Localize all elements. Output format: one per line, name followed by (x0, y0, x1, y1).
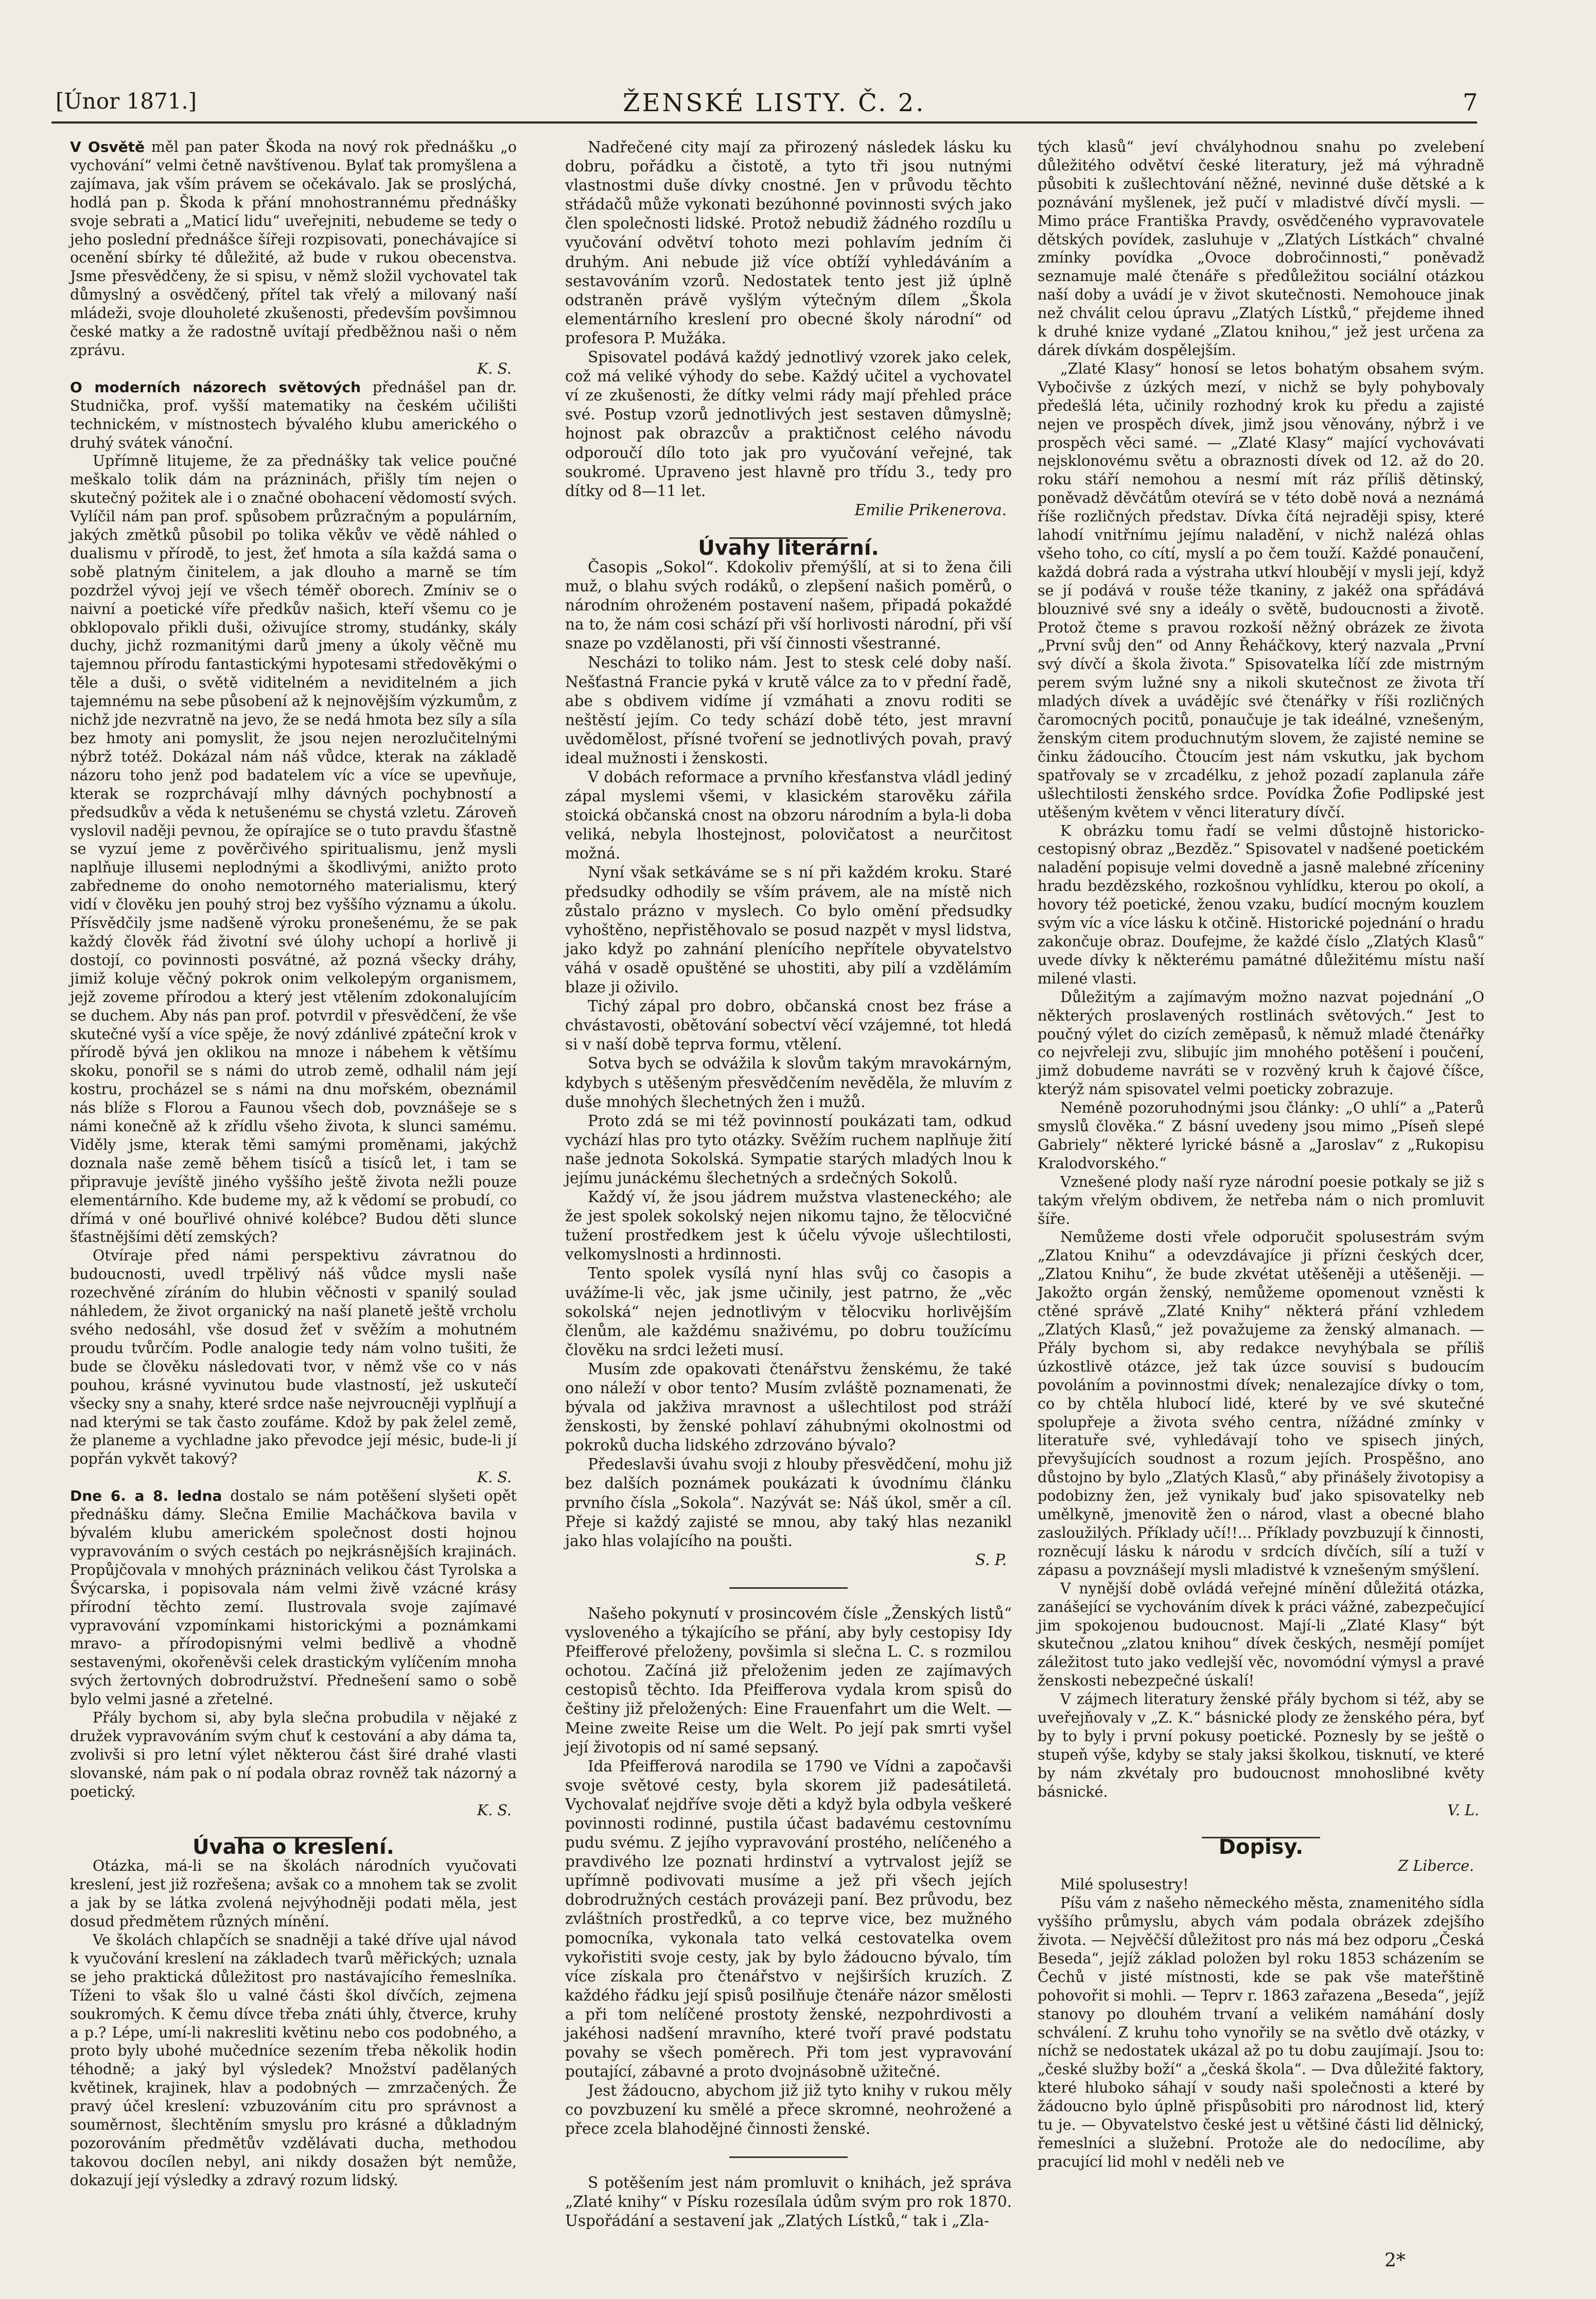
article-lead: Dne 6. a 8. ledna (70, 1487, 222, 1505)
paragraph: V zájmech literatury ženské přály bychom si též, aby se uveřejňovaly v „Z. K.“ básnické plody ze ženského péra, byť by to byly i první pokusy poetické. Poznesly by se ještě o stupeň výše, kdyby se staly jaksi školkou, tisknutí, ve které by nám zkvétaly pro budoucnost mnohoslibné květy básnické. (1038, 1691, 1484, 1800)
section-divider (729, 1587, 848, 1589)
paragraph: Otvíraje před námi perspektivu závratnou do budoucnosti, uvedl trpělivý náš vůdce mysli naše rozechvěné zíráním do hlubin věčnosti v spanilý soulad náhledem, že život organický na naší planetě ještě vrcholu svého nedosáhl, vše dosud žeť v svěžím a mohutném proudu tvůrčím. Podle analogie tedy nám volno tušiti, že bude se člověku následovati tvor, v němž vše co v nás pouhou, krásné vyvinutou bude vlastností, jež uskutečí všecky sny a snahy, které srdce naše nejvroucněji vyplňují a nad kterými se tak často zoufáme. Kdož by pak želel země, že planeme a vychladne jako převodce její mésic, bude-li jí popřán vykvět takový? (70, 1247, 517, 1468)
paragraph: Nescházi to toliko nám. Jest to stesk celé doby naší. Nešťastná Francie pyká v krutě válce za to v přední řadě, abe s obdivem vidíme jí vzmáhati a znovu roditi se neštěstí jejím. Co tedy schází době této, jest mravní uvědomělost, přísné tvoření se jednotlivých povah, pravý ideal mužnosti i ženskosti. (565, 654, 1012, 767)
column-2 (565, 138, 1012, 2231)
page-number: 7 (1463, 89, 1478, 116)
article-lead: V Osvětě (70, 138, 145, 155)
paragraph: Důležitým a zajímavým možno nazvat pojednání „O některých proslavených rostlinách světových.“ Jest to poučný výlet do cizích zeměpasů, k němuž mladé čtenářky co nejvřeleji zvu, slibujíc jim mnohého potěšení i poučení, jimž dobudeme navráti se v rozvěný kruh k čajové číšce, kterýž nám spisovatel velmi poeticky zobrazuje. (1038, 988, 1484, 1098)
paragraph: V nynější době ovládá veřejné mínění důležitá otázka, zanášející se vychováním dívek k práci vážné, zabezpečující jim spokojenou budoucnost. Mají-li „Zlaté Klasy“ být skutečnou „zlatou knihou“ dívek českých, nesmějí pomíjet záležitost tuto jako vedlejší věc, novomódní výmysl a pravé ženskosti nebezpečné úskalí! (1038, 1580, 1484, 1690)
paragraph: Předeslavši úvahu svoji z hlouby přesvědčení, mohu již bez dalších poznámek poukázati k úvodnímu článku prvního čísla „Sokola“. Nazývát se: Náš úkol, směr a cíl. Přeje si každý zajisté se mnou, aby taký hlas nezanikl jako hlas volajícího na poušti. (565, 1455, 1012, 1550)
paragraph: Ida Pfeifferová narodila se 1790 ve Vídni a započavši svoje světové cesty, byla skorem již padesátiletá. Vychovalať nejdříve svoje děti a když byla odbyla veškeré povinnosti rodinné, pustila účast badavému cestovnímu pudu svému. Z jejího vypravování prostého, nelíčeného a pravdivého lze poznati hrdinství a vytrvalost jejíž se upřímně podivovati musíme a jež při všech jejích dobrodružných cestách provázeji paní. Bez průvodu, bez zvláštních prostředků, a co teprve vice, bez mužného pomocníka, vykonala tato velká cestovatelka ovem vykořistiti svoje cesty, jak by bylo žádoucno bývalo, tím více získala pro čtenářstvo v nejširších kruzích. Z každého řádku její spisů posilňuje čtenáře názor smělosti a při tom nelíčené prostoty ženské, nezpohrdivosti a jakéhosi nadšení mravního, které tvoří pravé podstatu povahy se všech poměrech. Při tom jest vypravování poutající, zábavné a proto dvojnásobně užitečné. (565, 1757, 1012, 2081)
article-text: měl pan pater Škoda na nový rok přednášku „o vychování“ velmi četně navštívenou. Bylať tak promyšlena a zajímava, jak vším právem se očekávalo. Jak se proslýchá, hodlá pan p. Škoda k přání mnohostrannému přednášky svoje sebrati a „Maticí lidu“ uveřejniti, nebudeme se tedy o jeho poslední přednášce šířeji rozpisovati, ponechávajíce si ocenění sbírky té důležité, až bude v rukou obecenstva. Jsme přesvědčeny, že si spisu, v němž složil vychovatel tak důmyslný a osvědčený, přítel tak vřelý a milovaný naší mládeži, svoje dlouholeté zkušenosti, především povšimnou české matky a že radostně uvítají předběžnou naši o něm zprávu. (70, 138, 517, 359)
paragraph: K obrázku tomu řadí se velmi důstojně historicko-cestopisný obraz „Bezděz.“ Spisovatel v nadšené poetickém naladění popisuje velmi dovedně a jasně malebné zříceniny hradu bezdězského, rozkošnou vyhlídku, kterou po okolí, a hovory též poetické, ženou vzaku, budící mocným kouzlem svým víc a více lásku k otčině. Historické pojednání o hradu zakončuje obraz. Doufejme, že každé číslo „Zlatých Klasů“ uvede dívky k některému památné důležitému místu naší milené vlasti. (1038, 822, 1484, 987)
paragraph: S potěšením jest nám promluvit o knihách, jež správa „Zlaté knihy“ v Písku rozesílala údům svým pro rok 1870. Uspořádání a sestavení jak „Zlatých Lístků,“ tak i „Zla- (565, 2173, 1012, 2230)
paragraph: V dobách reformace a prvního křesťanstva vládl jediný zápal myslemi všemi, v klasickém starověku zářila stoická občanská cnost na obzoru národním a byla-li doba veliká, nebyla lhostejnost, polovičatost a neurčitost možná. (565, 768, 1012, 863)
paragraph: tých klasů“ jeví chvályhodnou snahu po zvelebení důležitého odvětví české literatury, jež má výhradně působiti k zušlechtování něžné, nevinné duše dětské a k poznávání myšlenek, jež pučí v mladistvé dívčí mysli. — Mimo práce Františka Pravdy, osvědčeného vypravovatele dětských povídek, zasluhuje v „Zlatých Lístkách“ chvalné zmínky povídka „Ovoce dobročinnosti,“ poněvadž seznamuje malé čtenáře s předůležitou sociální otázkou naší doby a uvádí je v život skutečnosti. Nemohouce jinak než chválit celou úpravu „Zlatých Lístků,“ přejdeme ihned k druhé knize vydané „Zlatou knihou,“ jež jest určena za dárek dívkám dospělejším. (1038, 138, 1484, 359)
paragraph: Nyní však setkáváme se s ní při každém kroku. Staré předsudky odhodily se vším právem, ale na místě nich zůstalo prázno v myslech. Co bylo omění předsudky vyhoštěno, nepřistěhovalo se posud nazpět v mysl lidstva, jako když po zahnání plenícího nepřítele obyvatelstvo váhá v osadě opuštěné se uhostiti, aby pilí a vzdělámím blaze ji oživilo. (565, 864, 1012, 996)
article-signature: S. P. (975, 1551, 1007, 1569)
letter-salutation: Milé spolusestry! (1060, 1876, 1189, 1893)
paragraph: Tento spolek vysílá nyní hlas svůj co časopis a uvážíme-li věc, jak jsme učinily, jest patrno, že „věc sokolská“ nejen jednotlivým v tělocviku horlivějším členům, ale každému snaživému, po dobru toužícímu člověku na srdci ležeti musí. (565, 1265, 1012, 1359)
paragraph: Píšu vám z našeho německého města, znamenitého sídla vyššího průmyslu, abych vám podala obrázek zdejšího života. — Nejvěčší důležitost pro nás má bez odporu „Česká Beseda“, jejíž základ položen byl roku 1853 scházením se Čechů v jisté místnosti, kde se pak vše mateřštině pohovořit si mohli. — Teprv r. 1863 zařazena „Beseda“, jejíž stanovy po dlouhém trvaní a velikém namáhání dosly schválení. Z kruhu toho vynořily se na světlo dvě otázky, v níchž se nedostatek ukázal až po tu dobu zaujímají. Jsou to: „české služby boží“ a „česká škola“. — Dva důležité faktory, které hluboko sáhají v soudy naši společnosti a které by žádoucno bylo úplně přispůsobiti pro národnost lid, který tu je. — Obyvatelstvo české jest u většiné části lid dělnický, řemeslníci a služební. Protože ale do nedocílime, aby pracující lid mohl v neděli neb ve (1038, 1894, 1484, 2170)
article-lead: O moderních názorech světových (70, 378, 361, 396)
paragraph: Musím zde opakovati čtenářstvu ženskému, že také ono náleží v obor tento? Musím zvláště poznamenati, že bývala od jakživa mravnost a ušlechtilost pod stráží ženskosti, by ženské pohlaví záhubnými okolnostmi od pokroků ducha lidského zdrzováno bývalo? (565, 1360, 1012, 1454)
paragraph: Jest žádoucno, abychom již již tyto knihy v rukou měly co povzbuzení ku smělé a přece skromné, neohrožené a přece zcela blahodějné činnosti ženské. (565, 2082, 1012, 2138)
article-nazory (70, 378, 517, 452)
header-rule (51, 121, 1477, 124)
paragraph: Upřímně litujeme, že za přednášky tak velice poučné meškalo tolik dám na prázninách, přišly tím nejen o skutečný požitek ale i o značné obohacení vědomostí svých. Vylíčil nám pan prof. spůsobem průzračným a populárním, jakých změtků působil po tolika věkův ve vědě náhled o dualismu v přírodě, to jest, žeť hmota a síla každá sama o sobě platným činitelem, a jak dlouho a marně se tím pozdržel vývoj její ve všech téměř oborech. Zmíniv se o naivní a poetické víře předkův našich, kteří všemu co je obklopovalo přikli duši, oživujíce stromy, studánky, skály duchy, jichž rozmanitými darů jmeny a úkoly věčně mu tajemnou přírodu fantastickými hypotesami středověkými o těle a duši, o světě viditelném a neviditelném a jich tajemnému na sebe působení až k nejnovějším výzkumům, z nichž jde nezvratně na jevo, že se nedá hmota bez síly a síla bez hmoty ani pomyslit, že jsou nejen nerozlučitelnými nýbrž totéž. Dokázal nám náš vůdce, kterak na základě názoru toho jenž pod badatelem víc a více se upevňuje, kterak se rozprchávají mlhy dávných pochybností a předsudkův a věda k netušenému se chystá vzletu. Zároveň vyslovil naději pevnou, že opírajíce se o tuto pravdu šťastně se vyzuí jeme z pověrčivého spiritualismu, jenž mysli naplňuje illusemi neplodnými a škodlivými, anižto proto zabředneme do onoho nemotorného materialismu, který vidí v člověku jen pouhý stroj bez vyššího významu a úkolu. Přísvědčily jsme nadšeně výroku pronešenému, že se pak každý člověk řád životní své úlohy uchopí a horlivě ji dostojí, co povinnosti posvátné, až pozná všecky dráhy, jimiž koluje věčný pokrok onim velkolepým organismem, jejž zoveme přírodou a který jest vtělením zdokonalujícím se duchem. Aby nás pan prof. potvrdil v přesvědčení, že vše skutečné vyší a více spěje, že nový zdánlivé zpáteční krok v přírodě bývá jen oklikou na mnoze i nábehem k většímu skoku, ponořil se s námi do utrob země, odhalil nám její kostru, procházel se s námi na dnu mořském, obeznámil nás blíže s Florou a Faunou všech dob, povznášeje se s námi konečně až k zřídlu všeho života, k slunci samému. Viděly jsme, kterak těmi samými proměnami, jakýchž doznala naše země během tisíců a tisíců let, i tam se připravuje jevíště jiného vyššího ještě života nežli pouze elementárního. Kde budeme my, až k vědomí se probudí, co dřímá v oné bouřlivé ohnivé kolébce? Budou děti slunce šťastnějšími dětí zemských? (70, 452, 517, 1246)
section-title: Úvaha o kreslení. (192, 1835, 394, 1859)
sheet-signature: 2* (1384, 2250, 1406, 2271)
article-osvete (70, 138, 517, 360)
article-signature: Emilie Prikenerova. (854, 501, 1007, 519)
paragraph: Vznešené plody naší ryze národní poesie potkaly se již s takým vřelým obdivem, že netřeba nám o nich promluvit šíře. (1038, 1173, 1484, 1227)
paragraph: „Zlaté Klasy“ honosí se letos bohatým obsahem svým. Vybočivše z úzkých mezí, v nichž se byly pohybovaly předešlá léta, učinily rozhodný krok ku předu a zajisté nejen ve prospěch dívek, jimž jsou věnovány, nýbrž i ve prospěch věci samé. — „Zlaté Klasy“ mající vychovávati nejsklonovému světu a obraznosti dívek od 12. až do 20. roku stáří nemohou a nesmí mít ráz příliš dětinský, poněvadž děvčátům otevírá se v této době nová a neznámá říše rozličných představ. Dívka čítá nejraději spisy, které lahodí vnitřnímu jejímu naladění, v nichž nalézá ohlas všeho toho, co cítí, myslí a po čem touží. Každé ponaučení, každá dobrá rada a výstraha utkví hloubějí v mysli její, když se jí podává v rouše téže tkaniny, z jakéž ona spřádává blouznivé své sny a ideály o světě, budoucnosti a životě. Protož čteme s pravou rozkoší něžný obrázek ze života „První svůj den“ od Anny Řeháčkovy, který nazvala „První svý dívčí a škola života.“ Spisovatelka líčí zde mistrným perem svým lužné sny a nikoli skutečnost ze života tří mladých dívek a uvádějíc své čtenářky v říši rozličných čaromocných pocitů, ponaučuje je tak ideálné, vznešeným, ženským citem produchnutým slovem, že zajisté nemine se činku žádoucího. Čtoucím jest nám vskutku, jak bychom spatřovaly se v zrcadélku, z jehož pozadí zaplanula záře ušlechtilosti ženského srdce. Povídka Žofie Podlipské jest utěšeným květem v věnci literatury dívčí. (1038, 360, 1484, 821)
paragraph: Časopis „Sokol“. Kdokoliv přemýšlí, at si to žena čili muž, o blahu svých rodáků, o zlepšení našich poměrů, o národním ohroženém postavení našem, připadá pokaždé na to, že nám cosi schází při vší horlivosti národní, při vší snaze po vzdělanosti, při vší činnosti všestranné. (565, 558, 1012, 653)
paragraph: Neméně pozoruhodnými jsou články: „O uhlí“ a „Paterů smyslů člověka.“ Z básní uvedeny jsou mimo „Píseň slepé Gabriely“ některé lyrické básně a „Jaroslav“ z „Rukopisu Kralodvorského.“ (1038, 1099, 1484, 1172)
paragraph: Tichý zápal pro dobro, občanská cnost bez fráse a chvástavosti, obětování sobectví věcí vzájemné, tot hledá si v naší době teprva formu, vtělení. (565, 997, 1012, 1054)
paragraph: Nemůžeme dosti vřele odporučit spolusestrám svým „Zlatou Knihu“ a odevzdávajíce ji přízni českých dcer, „Zlatou Knihu“, že bude zkvétat utěšeněji a utěšeněji. — Jakožto orgán ženský, nemůžeme opomenout vzněsti k ctěné správě „Zlaté Knihy“ některá přání vzhledem „Zlatých Klasů,“ jež považujeme za ženský almanach. — Přály bychom si, aby redakce nevyhýbala se příliš úzkostlivě otázce, jež tak úzce souvisí s budoucím povoláním a povinnostmi dívek; nenalezajíce dívky o tom, co by chtěla hlubocí lidé, které by ve své skutečné spolupřeje a života svého centra, nížádné zmínky v literatuře své, vyhledávají toho ve spisech jiných, převyšujících soudnost a rozum jejích. Prospěšno, ano důstojno by bylo „Zlatých Klasů,“ aby přinášely životopisy a podobizny žen, jež vynikaly buď jako spisovatelky neb umělkyně, jmenovitě žen o národ, vlast a obecné blaho zasloužilých. Příklady učí!!... Příklady povzbuzují k činnosti, rozněcují lásku k národu v srdcích dívčích, sílí a tuží v zápasu a povznášejí mysli mladistvé k vznešeným smýšlení. (1038, 1229, 1484, 1578)
paragraph: Sotva bych se odvážila k slovům takým mravokárným, kdybych s utěšeným přesvědčením nevěděla, že mluvím z duše mnohých šlechetných žen i mužů. (565, 1055, 1012, 1111)
paragraph: Našeho pokynutí v prosincovém čísle „Ženských listů“ vysloveného a týkajícího se přání, aby byly cestopisy Idy Pfeifferové přeloženy, povšimla si slečna L. C. s rozmilou ochotou. Začíná již přeloženim jeden ze zajímavých cestopisů těchto. Ida Pfeifferova vydala krom spisů do češtiny již přeložených: Eine Frauenfahrt um die Welt. — Meine zweite Reise um die Welt. Po její pak smrti vyšel její životopis od ní samé sepsaný. (565, 1604, 1012, 1756)
paragraph: Spisovatel podává každý jednotlivý vzorek jako celek, což má veliké výhody do sebe. Každý učitel a vychovatel ví ze zkušenosti, že dítky velmi rády mají přehled práce své. Postup vzorů jednotlivých jest sestaven důmyslně; hojnost pak obrazcův a praktičnost celého návodu odporoučí dílo toto jak pro vyučování veřejné, tak soukromé. Upraveno jest hlavně pro třídu 3., tedy pro dítky od 8—11 let. (565, 348, 1012, 500)
article-text: dostalo se nám potěšení slyšeti opět přednášku dámy. Slečna Emilie Macháčkova bavila v bývalém klubu americkém společnost dosti hojnou vypravováním o svých cestách po nejkrásnějších krajinách. Propůjčovala v mnohých prázninách velikou část Tyrolska a Švýcarska, i popisovala nám velmi živě vzácné krásy přírodní těchto zemí. Ilustrovala svoje zajímavé vypravování vzpomínkami historickými a poznámkami mravo- a přírodopisnými velmi bedlivě a vhodně sestavenými, okořeněvši celek drastickým vylíčením mnoha svých žertovných dobrodružství. Přednešení samo o sobě bylo velmi jasné a zřetelné. (70, 1487, 517, 1708)
article-signature: K. S. (477, 360, 512, 377)
section-divider (729, 2156, 848, 2158)
section-title: Dopisy. (1218, 1835, 1304, 1859)
article-text: přednášel pan dr. Studnička, prof. vyšší matematiky na českém učilišti technickém, v místnostech bývalého klubu amerického o druhý svátek vánoční. (70, 378, 517, 451)
article-signature: V. L. (1447, 1801, 1479, 1819)
paragraph: Přály bychom si, aby byla slečna probudila v nějaké z družek vypravováním svým chuť k cestování a aby dáma ta, zvolivši si pro letní výlet některou část širé drahé vlasti slovanské, nám pak o ní podala obraz rovněž tak názorný a poetický. (70, 1709, 517, 1800)
article-signature: K. S. (477, 1801, 512, 1819)
paragraph: Proto zdá se mi též povinností poukázati tam, odkud vychází hlas pro tyto otázky. Svěžím ruchem naplňuje žití naše jednota Sokolská. Sympatie starých mladých lnou k jejímu junáckému šlechetných a srdečných Sokolů. (565, 1112, 1012, 1187)
letter-place: Z Liberce. (1398, 1857, 1474, 1875)
paragraph: Nadřečené city mají za přirozený následek lásku ku dobru, pořádku a čistotě, a tyto tři jsou nutnými vlastnostmi duše dívky cnostné. Jen v průvodu těchto střádačů může vykonati bezúhonné povinnosti svých jako člen společnosti lidské. Protož nebudiž žádného rozdílu u vyučování odvětví tohoto mezi pohlavím jedním či druhým. Ani nebude již více obtíží vyhledáváním a sestavováním vzorů. Nedostatek tento jest již úplně odstraněn právě vyšlým výtečným dílem „Škola elementárního kreslení pro obecné školy národní“ od profesora P. Mužáka. (565, 138, 1012, 347)
paragraph: Každý ví, že jsou jádrem mužstva vlasteneckého; ale že jest spolek sokolský nejen nikomu tajno, že tělocvičné tužení prostředkem jest k účelu vývoje ušlechtilosti, velkomyslnosti a hrdinnosti. (565, 1188, 1012, 1263)
column-1 (70, 138, 517, 2190)
article-ledna (70, 1487, 517, 1709)
section-title: Úvahy literární. (698, 536, 879, 560)
paragraph: Ve školách chlapčích se snadněji a také dříve ujal návod k vyučování kreslení na základech tvarů měřických; uznala se jeho praktická důležitost pro nastávajícího řemeslníka. Tíženi to však šlo u valné části škol dívčích, zejmena soukromých. K čemu dívce třeba znáti úhly, čtverce, kruhy a p.? Lépe, umí-li nakresliti květinu nebo cos podobného, a proto byly ubohé mučedníce sezením třeba několik hodin téhodně; a jaký byl výsledek? Množství padělaných květinek, krajinek, hlav a podobných — zmrzačených. Že pravý účel kreslení: vzbuzováním citu pro správnost a souměrnost, šlechtěním smyslu pro krásné a důkladným pozorováním předmětův vzdělávati ducha, methodou takovou docílen nebyl, ani nikdy dosažen být nemůže, dokazují její výsledky a zdravý rozum lidský. (70, 1932, 517, 2189)
paragraph: Otázka, má-li se na školách národních vyučovati kreslení, jest již rozřešena; avšak co a mnohem tak se zvolit a jak by se látka zvolená nejvýhodněji podati měla, jest dosud předmětem různých mínění. (70, 1857, 517, 1931)
article-signature: K. S. (477, 1469, 512, 1486)
header-title: ŽENSKÉ LISTY. Č. 2. (623, 89, 926, 117)
header-date: [Únor 1871.] (56, 89, 197, 114)
column-3 (1038, 138, 1484, 2171)
